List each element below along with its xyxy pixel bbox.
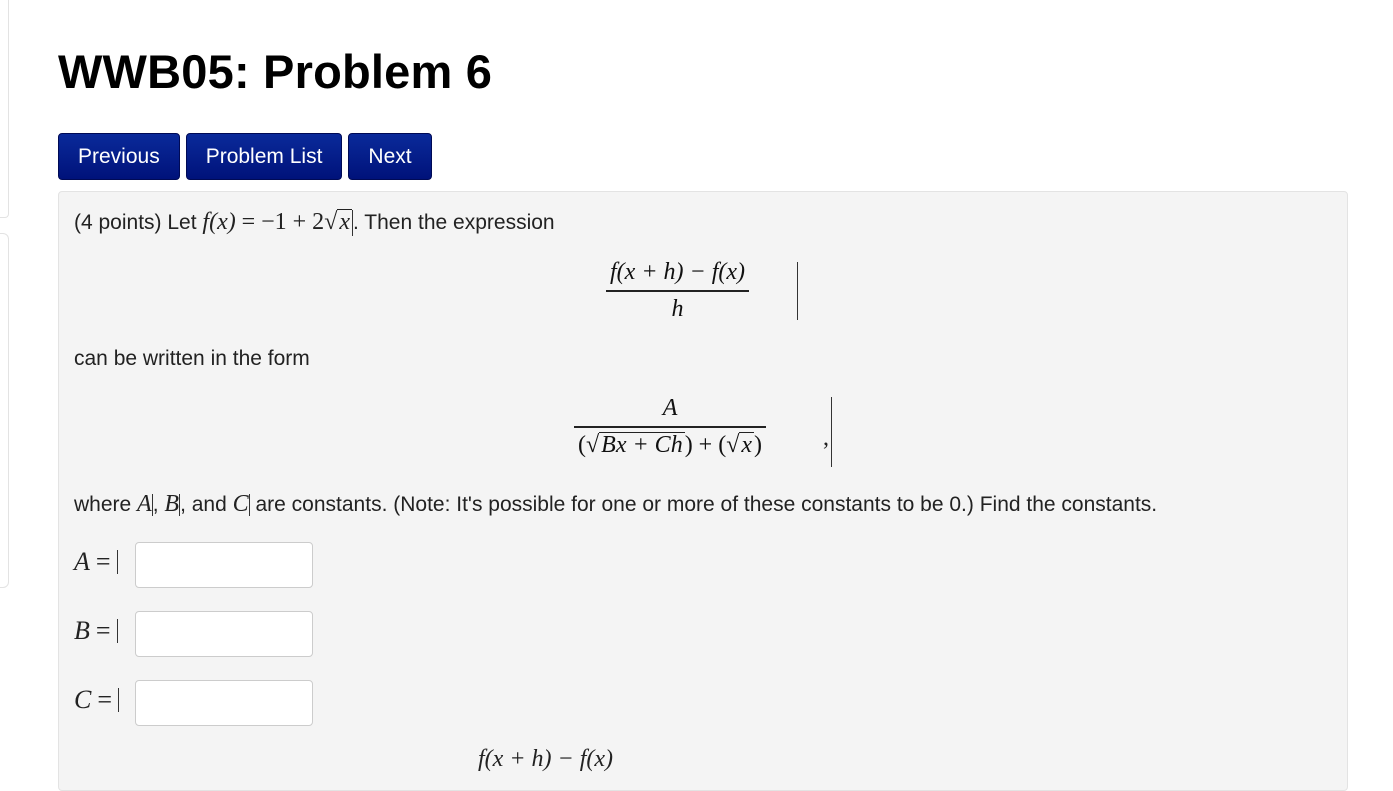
difference-quotient (606, 259, 749, 323)
math-cursor (117, 550, 118, 574)
page-title: WWB05: Problem 6 (58, 45, 493, 98)
bottom-expression-partial: f(x + h) − f(x) (478, 746, 613, 772)
answer-eq: = (95, 616, 111, 645)
paren-mid: ) + ( (684, 431, 727, 458)
sqrt-symbol: √ (324, 209, 338, 235)
form-sqrt-arg-2: x (741, 431, 753, 458)
math-cursor (249, 494, 250, 516)
dq-numerator: f(x + h) − f(x) (610, 259, 745, 285)
var-c: C (232, 491, 249, 517)
problem-list-button[interactable]: Problem List (186, 133, 343, 180)
side-panel-edge-lower (0, 233, 9, 588)
target-form (574, 395, 766, 459)
answer-input-c[interactable] (135, 680, 313, 726)
form-numerator: A (662, 395, 678, 421)
form-comma: , (823, 425, 829, 451)
where-text-2: are constants. (Note: It's possible for one or more of these constants to be 0.) Find the constants. (255, 493, 1158, 516)
form-sqrt-arg: Bx + Ch (601, 431, 683, 458)
answer-label-c (74, 685, 119, 715)
answer-label-a (74, 547, 118, 577)
math-cursor (831, 397, 832, 467)
answer-eq: = (97, 685, 113, 714)
side-panel-edge (0, 0, 9, 218)
answer-label-b (74, 616, 118, 646)
math-cursor (797, 262, 798, 320)
sep-2: , and (180, 493, 227, 516)
fx-eq: = −1 + 2 (241, 209, 325, 235)
previous-button[interactable]: Previous (58, 133, 180, 180)
problem-nav (58, 133, 432, 180)
fx-sqrt-arg: x (339, 209, 351, 235)
sep-1: , (152, 493, 159, 516)
fx-lhs: f(x) (202, 209, 236, 235)
paren-close: ) (754, 431, 763, 458)
answer-var: B (74, 616, 90, 645)
answer-input-b[interactable] (135, 611, 313, 657)
answer-input-a[interactable] (135, 542, 313, 588)
answer-eq: = (95, 547, 111, 576)
form-denominator: (√Bx + Ch) + (√x) (578, 431, 763, 458)
constants-statement (74, 491, 1157, 518)
then-text: . Then the expression (353, 211, 555, 234)
dq-denominator: h (671, 295, 684, 322)
var-a: A (137, 491, 152, 517)
math-cursor (118, 688, 119, 712)
next-button[interactable]: Next (348, 133, 431, 180)
where-text: where (74, 493, 132, 516)
answer-var: C (74, 685, 92, 714)
form-text: can be written in the form (74, 347, 310, 370)
points-text: (4 points) Let (74, 211, 197, 234)
problem-statement-line (74, 209, 555, 236)
var-b: B (164, 491, 180, 517)
answer-var: A (74, 547, 90, 576)
math-cursor (117, 619, 118, 643)
paren-open: ( (578, 431, 586, 458)
